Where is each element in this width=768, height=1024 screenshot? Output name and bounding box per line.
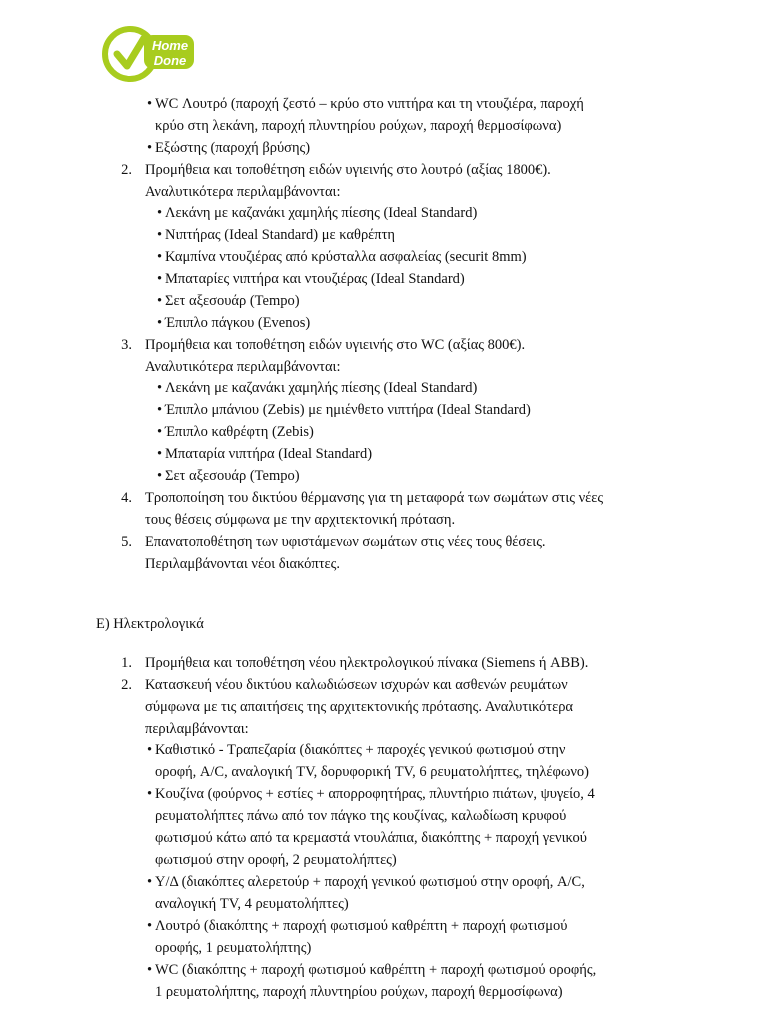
item-3-bullet-set: Σετ αξεσουάρ (Tempo) (165, 468, 300, 484)
elec-item-2-line-1: Κατασκευή νέου δικτύου καλωδιώσεων ισχυρών και ασθενών ρευμάτων (145, 677, 568, 693)
elec-bullet-yd-2: αναλογική TV, 4 ρευματολήπτες) (155, 896, 349, 912)
home-done-logo (100, 24, 200, 84)
bullet-marker: • (147, 96, 153, 112)
item-2-bullet-niptiras: Νιπτήρας (Ideal Standard) με καθρέπτη (165, 227, 395, 243)
bullet-marker: • (147, 742, 153, 758)
bullet-marker: • (147, 874, 153, 890)
list-number-2: 2. (121, 162, 132, 178)
item-5-line-1: Επανατοποθέτηση των υφιστάμενων σωμάτων στις νέες τους θέσεις. (145, 534, 546, 550)
svg-text:Home: Home (151, 38, 189, 53)
item-2-line-1: Προμήθεια και τοποθέτηση ειδών υγιεινής στο λουτρό (αξίας 1800€). (145, 162, 551, 178)
bullet-marker: • (157, 271, 163, 287)
item-5-line-2: Περιλαμβάνονται νέοι διακόπτες. (145, 556, 340, 572)
elec-bullet-loutro-1: Λουτρό (διακόπτης + παροχή φωτισμού καθρέπτη + παροχή φωτισμού (155, 918, 568, 934)
bullet-marker: • (147, 962, 153, 978)
item-2-bullet-set: Σετ αξεσουάρ (Tempo) (165, 293, 300, 309)
item-4-line-1: Τροποποίηση του δικτύου θέρμανσης για τη μεταφορά των σωμάτων στις νέες (145, 490, 604, 506)
item-3-line-1: Προμήθεια και τοποθέτηση ειδών υγιεινής στο WC (αξίας 800€). (145, 337, 526, 353)
bullet-marker: • (157, 446, 163, 462)
elec-item-2-line-2: σύμφωνα με τις απαιτήσεις της αρχιτεκτονικής πρότασης. Αναλυτικότερα (145, 699, 574, 715)
elec-bullet-yd-1: Υ/Δ (διακόπτες αλερετούρ + παροχή γενικού φωτισμού στην οροφή, A/C, (155, 874, 585, 890)
bullet-marker: • (157, 227, 163, 243)
bullet-wc-line-2: κρύο στη λεκάνη, παροχή πλυντηρίου ρούχων, παροχή θερμοσίφωνα) (155, 118, 562, 134)
item-2-line-2: Αναλυτικότερα περιλαμβάνονται: (145, 184, 341, 200)
bullet-marker: • (157, 293, 163, 309)
svg-text:Done: Done (153, 53, 187, 68)
elec-item-1-line-1: Προμήθεια και τοποθέτηση νέου ηλεκτρολογικού πίνακα (Siemens ή ABB). (145, 655, 589, 671)
bullet-exostis: Εξώστης (παροχή βρύσης) (155, 140, 311, 156)
bullet-marker: • (157, 380, 163, 396)
elec-item-2-line-3: περιλαμβάνονται: (145, 721, 249, 737)
item-3-bullet-mpataria: Μπαταρία νιπτήρα (Ideal Standard) (165, 446, 373, 462)
item-3-line-2: Αναλυτικότερα περιλαμβάνονται: (145, 359, 341, 375)
elec-bullet-kouzina-3: φωτισμού κάτω από τα κρεμαστά ντουλάπια, διακόπτης + παροχή γενικού (155, 830, 587, 846)
elec-bullet-kouzina-1: Κουζίνα (φούρνος + εστίες + απορροφητήρας, πλυντήριο πιάτων, ψυγείο, 4 (155, 786, 595, 802)
item-2-bullet-mpataries: Μπαταρίες νιπτήρα και ντουζιέρας (Ideal Standard) (165, 271, 465, 287)
bullet-marker: • (157, 315, 163, 331)
section-heading: Ε) Ηλεκτρολογικά (96, 616, 204, 632)
bullet-marker: • (157, 424, 163, 440)
item-3-bullet-epiplo-kathrefti: Έπιπλο καθρέφτη (Zebis) (165, 424, 314, 440)
list-number-4: 4. (121, 490, 132, 506)
bullet-marker: • (147, 786, 153, 802)
bullet-marker: • (157, 249, 163, 265)
item-2-bullet-epiplo: Έπιπλο πάγκου (Evenos) (165, 315, 311, 331)
elec-bullet-kathistiko-1: Καθιστικό - Τραπεζαρία (διακόπτες + παροχές γενικού φωτισμού στην (155, 742, 566, 758)
list-number-3: 3. (121, 337, 132, 353)
elec-bullet-loutro-2: οροφής, 1 ρευματολήπτης) (155, 940, 312, 956)
list-number-5: 5. (121, 534, 132, 550)
elec-bullet-wc-2: 1 ρευματολήπτης, παροχή πλυντηρίου ρούχων, παροχή θερμοσίφωνα) (155, 984, 563, 1000)
item-3-bullet-epiplo-mpaniou: Έπιπλο μπάνιου (Zebis) με ημιένθετο νιπτήρα (Ideal Standard) (165, 402, 531, 418)
elec-bullet-kouzina-4: φωτισμού στην οροφή, 2 ρευματολήπτες) (155, 852, 397, 868)
elec-bullet-wc-1: WC (διακόπτης + παροχή φωτισμού καθρέπτη + παροχή φωτισμού οροφής, (155, 962, 597, 978)
bullet-marker: • (157, 402, 163, 418)
list-number-1: 1. (121, 655, 132, 671)
item-2-bullet-lekani: Λεκάνη με καζανάκι χαμηλής πίεσης (Ideal Standard) (165, 205, 478, 221)
item-3-bullet-lekani: Λεκάνη με καζανάκι χαμηλής πίεσης (Ideal Standard) (165, 380, 478, 396)
bullet-marker: • (157, 205, 163, 221)
bullet-marker: • (157, 468, 163, 484)
item-2-bullet-kampina: Καμπίνα ντουζιέρας από κρύσταλλα ασφαλείας (securit 8mm) (165, 249, 527, 265)
bullet-marker: • (147, 140, 153, 156)
item-4-line-2: τους θέσεις σύμφωνα με την αρχιτεκτονική πρόταση. (145, 512, 456, 528)
bullet-marker: • (147, 918, 153, 934)
elec-bullet-kathistiko-2: οροφή, A/C, αναλογική TV, δορυφορική TV, 6 ρευματολήπτες, τηλέφωνο) (155, 764, 590, 780)
list-number-2: 2. (121, 677, 132, 693)
elec-bullet-kouzina-2: ρευματολήπτες πάνω από τον πάγκο της κουζίνας, καλωδίωση κρυφού (155, 808, 567, 824)
bullet-wc-line-1: WC Λουτρό (παροχή ζεστό – κρύο στο νιπτήρα και τη ντουζιέρα, παροχή (155, 96, 584, 112)
